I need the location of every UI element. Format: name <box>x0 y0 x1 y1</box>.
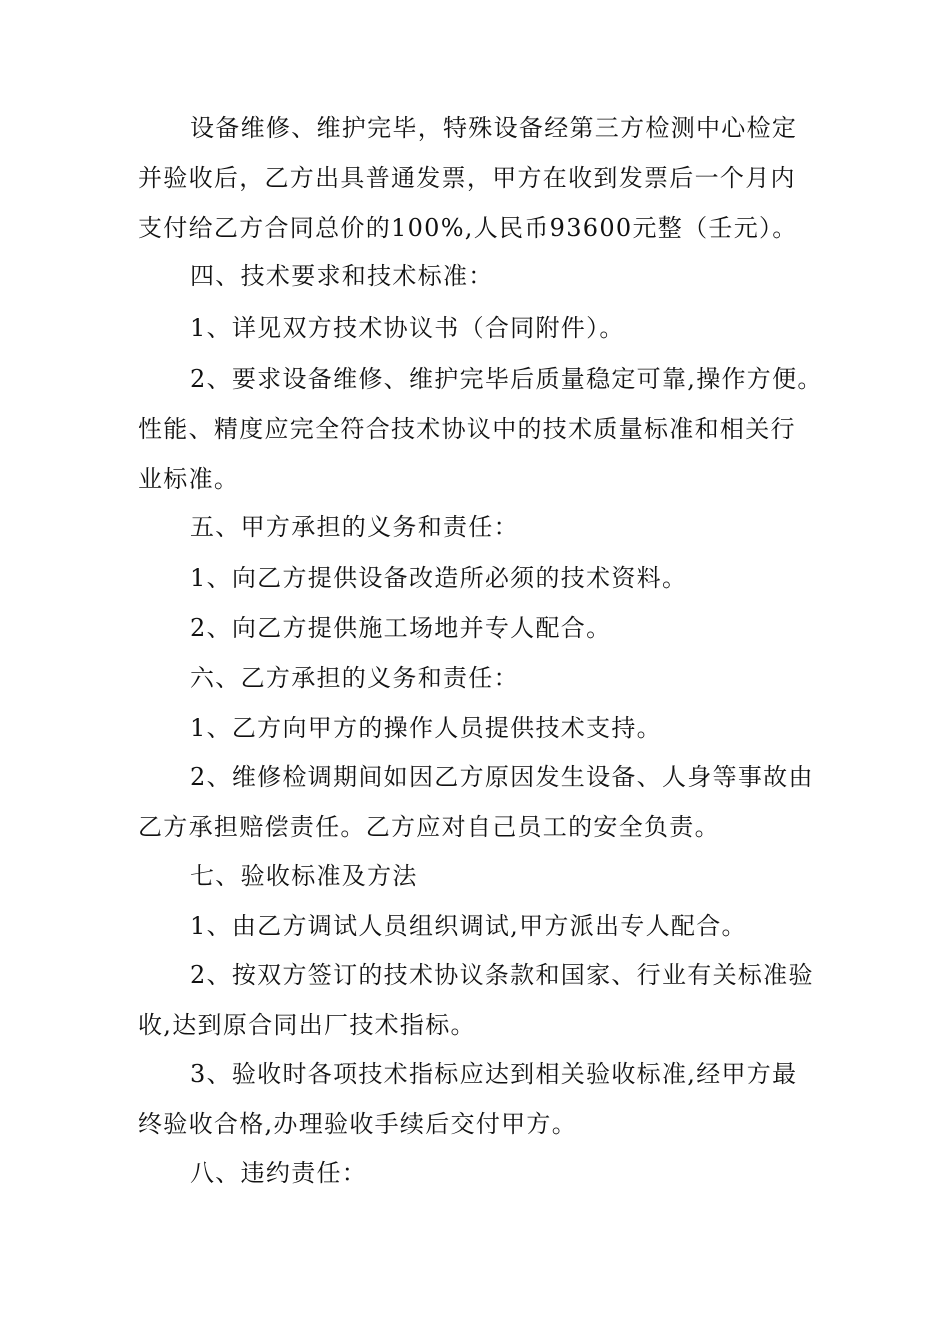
section-heading-party-a <box>138 502 828 552</box>
paragraph-payment-terms <box>138 103 828 253</box>
list-item <box>138 1049 828 1149</box>
text-line: 六、乙方承担的义务和责任： <box>190 664 519 692</box>
text-line: 设备维修、维护完毕，特殊设备经第三方检测中心检定 <box>190 114 798 142</box>
text-line: 1、详见双方技术协议书（合同附件）。 <box>190 314 625 342</box>
text-line: 并验收后，乙方出具普通发票，甲方在收到发票后一个月内 <box>138 164 796 192</box>
text-line: 性能、精度应完全符合技术协议中的技术质量标准和相关行 <box>138 415 796 443</box>
text-line: 收,达到原合同出厂技术指标。 <box>138 1011 476 1039</box>
section-heading-acceptance <box>138 851 828 901</box>
list-item <box>138 354 828 504</box>
text-line: 2、要求设备维修、维护完毕后质量稳定可靠,操作方便。 <box>190 365 823 393</box>
text-line: 四、技术要求和技术标准： <box>190 262 494 290</box>
list-item <box>138 303 828 353</box>
text-line: 2、向乙方提供施工场地并专人配合。 <box>190 614 612 642</box>
text-line: 1、乙方向甲方的操作人员提供技术支持。 <box>190 714 662 742</box>
text-line: 2、按双方签订的技术协议条款和国家、行业有关标准验 <box>190 961 814 989</box>
text-line: 3、验收时各项技术指标应达到相关验收标准,经甲方最 <box>190 1060 798 1088</box>
text-line: 支付给乙方合同总价的100%,人民币93600元整（壬元）。 <box>138 214 798 242</box>
text-line: 七、验收标准及方法 <box>190 862 418 890</box>
text-line: 1、由乙方调试人员组织调试,甲方派出专人配合。 <box>190 912 747 940</box>
list-item <box>138 950 828 1050</box>
text-line: 八、违约责任： <box>190 1159 368 1187</box>
list-item <box>138 553 828 603</box>
text-line: 乙方承担赔偿责任。乙方应对自己员工的安全负责。 <box>138 813 720 841</box>
list-item <box>138 603 828 653</box>
section-heading-liability <box>138 1148 828 1198</box>
section-heading-technical <box>138 251 828 301</box>
text-line: 2、维修检调期间如因乙方原因发生设备、人身等事故由 <box>190 763 814 791</box>
text-line: 五、甲方承担的义务和责任： <box>190 513 519 541</box>
section-heading-party-b <box>138 653 828 703</box>
text-line: 1、向乙方提供设备改造所必须的技术资料。 <box>190 564 688 592</box>
text-line: 业标准。 <box>138 465 240 493</box>
text-line: 终验收合格,办理验收手续后交付甲方。 <box>138 1110 578 1138</box>
list-item <box>138 703 828 753</box>
list-item <box>138 901 828 951</box>
list-item <box>138 752 828 852</box>
